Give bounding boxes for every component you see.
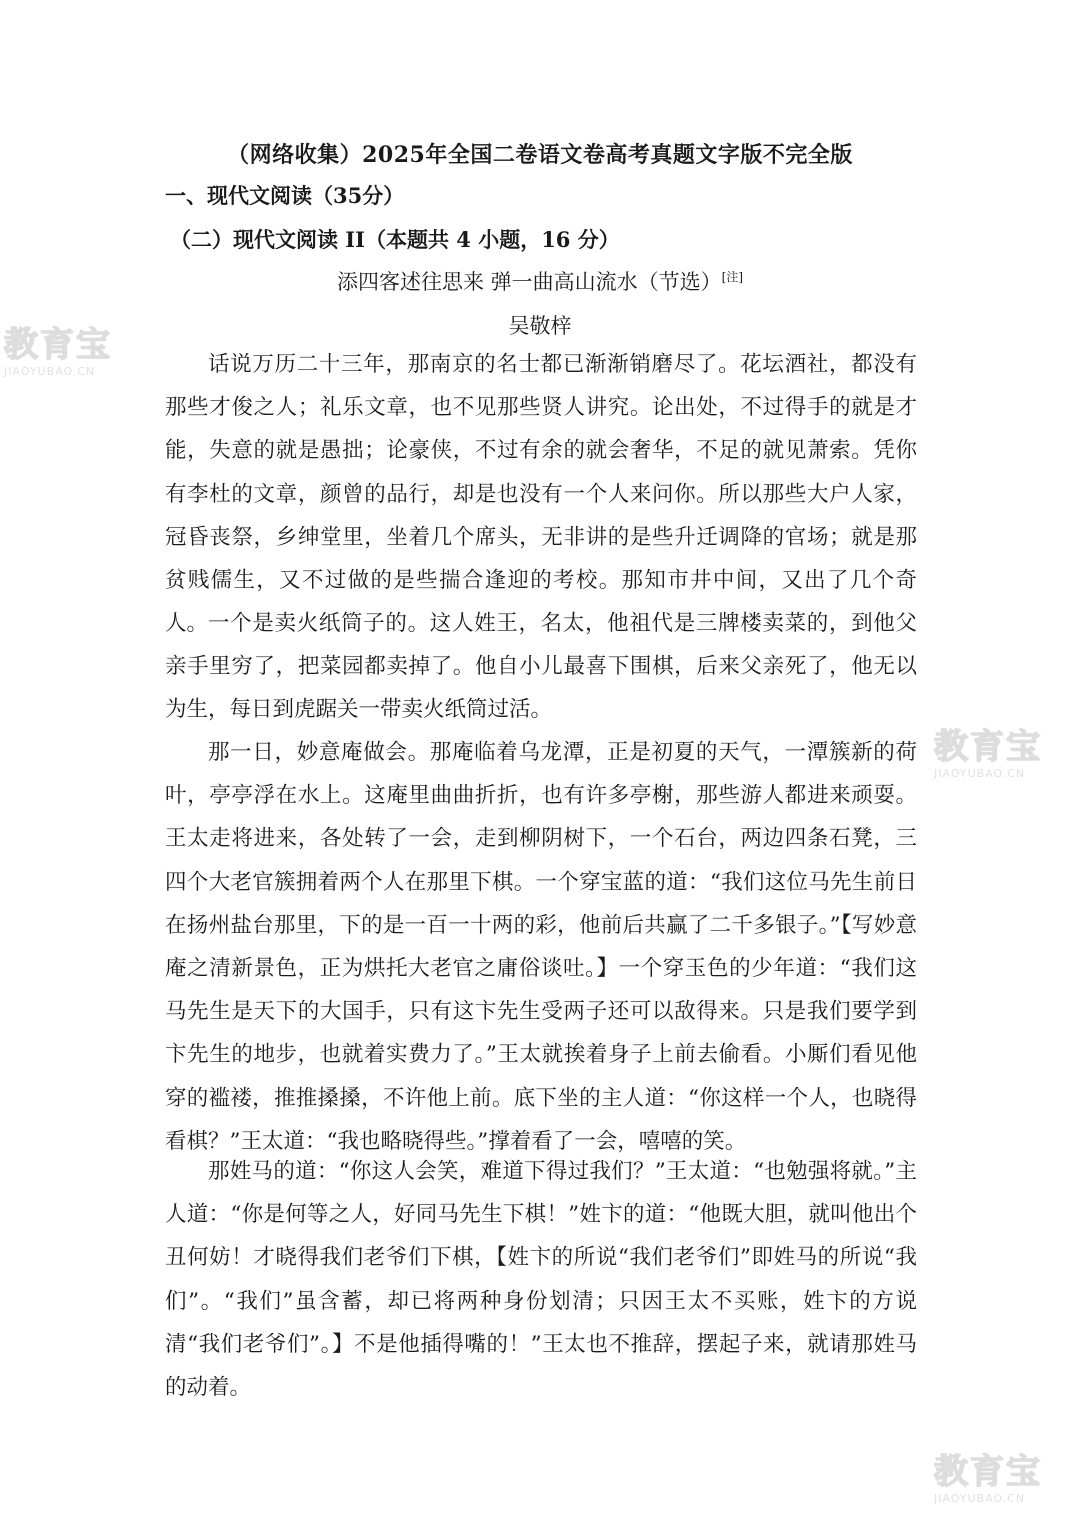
paragraph-text: 那一日，妙意庵做会。那庵临着乌龙潭，正是初夏的天气，一潭簇新的荷叶，亭亭浮在水上。这庵里曲曲折折，也有许多亭榭，那些游人都进来顽耍。王太走将进来，各处转了一会，走到柳阴树下，一个石台，两边四条石凳，三四个大老官簇拥着两个人在那里下棋。一个穿宝蓝的道：“我们这位马先生前日在扬州盐台那里，下的是一百一十两的彩，他前后共赢了二千多银子。”【写妙意庵之清新景色，正为烘托大老官之庸俗谈吐。】一个穿玉色的少年道：“我们这马先生是天下的大国手，只有这卞先生受两子还可以敌得来。只是我们要学到卞先生的地步，也就着实费力了。”王太就挨着身子上前去偷看。小厮们看见他穿的褴褛，推推搡搡，不许他上前。底下坐的主人道：“你这样一个人，也晓得看棋？”王太道：“我也略晓得些。”撑着看了一会，嘻嘻的笑。 [165,740,917,1154]
watermark-sub-text: JIAOYUBAO.CN [4,365,96,378]
article-paragraph [165,343,917,645]
article-paragraph [165,731,917,1163]
watermark-sub-text: JIAOYUBAO.CN [934,767,1026,780]
document-title: （网络收集）2025年全国二卷语文卷高考真题文字版不完全版 [227,142,853,168]
watermark-logo [934,1452,1062,1514]
watermark-main-text: 教育宝 [4,325,112,365]
paragraph-text: 一个是卖火纸筒子的。这人姓王，名太，他祖代是三牌楼卖菜的，到他父亲手里穷了，把菜园都卖掉了。他自小儿最喜下围棋，后来父亲死了，他无以为生，每日到虎踞关一带卖火纸筒过活。 [165,611,917,723]
watermark-main-text: 教育宝 [934,727,1042,767]
subsection-heading-reading-ii: （二）现代文阅读 II（本题共 4 小题，16 分） [170,227,620,252]
article-author: 吴敬梓 [508,314,572,338]
article-paragraph [165,602,917,732]
article-title-text: 添四客述往思来 弹一曲高山流水（节选） [336,270,722,294]
watermark-main-text: 教育宝 [934,1452,1042,1492]
paragraph-text: 话说万历二十三年，那南京的名士都已渐渐销磨尽了。花坛酒社，都没有那些才俊之人；礼乐文章，也不见那些贤人讲究。论出处，不过得手的就是才能，失意的就是愚拙；论豪侠，不过有余的就会奢华，不足的就见萧索。凭你有李杜的文章，颜曾的品行，却是也没有一个人来问你。所以那些大户人家，冠昏丧祭，乡绅堂里，坐着几个席头，无非讲的是些升迁调降的官场；就是那贫贱儒生，又不过做的是些揣合逢迎的考校。那知市井中间，又出了几个奇人。 [165,352,917,637]
article-title [0,266,1080,296]
section-heading-modern-reading: 一、现代文阅读（35分） [165,183,405,208]
footnote-mark: [注] [721,270,744,284]
article-paragraph [165,1150,917,1409]
paragraph-text: 那姓马的道：“你这人会笑，难道下得过我们？”王太道：“也勉强将就。”主人道：“你是何等之人，好同马先生下棋！”姓卞的道：“他既大胆，就叫他出个丑何妨！才晓得我们老爷们下棋，【姓卞的所说“我们老爷们”即姓马的所说“我们”。“我们”虽含蓄，却已将两种身份划清；只因王太不买账，姓卞的方说清“我们老爷们”。】不是他插得嘴的！”王太也不推辞，摆起子来，就请那姓马的动着。 [165,1159,917,1401]
watermark-sub-text: JIAOYUBAO.CN [934,1492,1026,1505]
watermark-logo [934,727,1062,789]
watermark-logo [4,325,132,387]
